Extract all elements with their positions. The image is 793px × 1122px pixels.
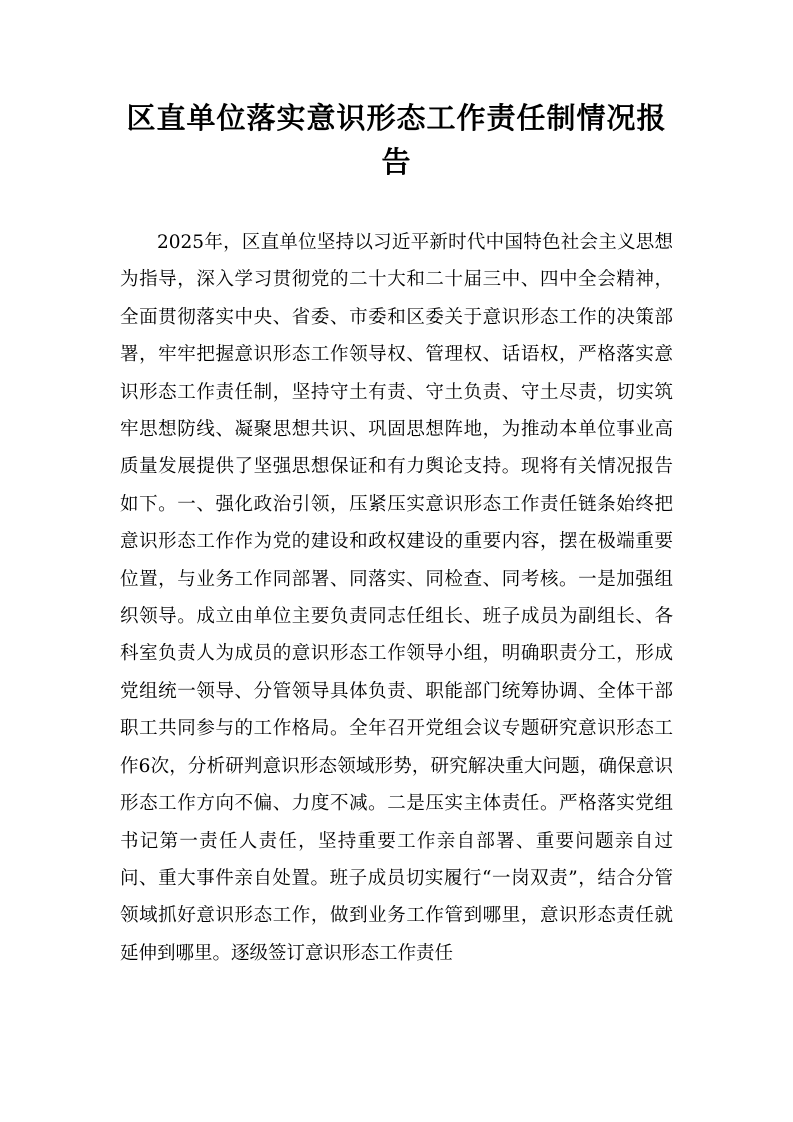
document-body-paragraph: 2025年，区直单位坚持以习近平新时代中国特色社会主义思想为指导，深入学习贯彻党的二十大和二十届三中、四中全会精神，全面贯彻落实中央、省委、市委和区委关于意识形态工作的决策部署，牢牢把握意识形态工作领导权、管理权、话语权，严格落实意识形态工作责任制，坚持守土有责、守土负责、守土尽责，切实筑牢思想防线、凝聚思想共识、巩固思想阵地，为推动本单位事业高质量发展提供了坚强思想保证和有力舆论支持。现将有关情况报告如下。一、强化政治引领，压紧压实意识形态工作责任链条始终把意识形态工作作为党的建设和政权建设的重要内容，摆在极端重要位置，与业务工作同部署、同落实、同检查、同考核。一是加强组织领导。成立由单位主要负责同志任组长、班子成员为副组长、各科室负责人为成员的意识形态工作领导小组，明确职责分工，形成党组统一领导、分管领导具体负责、职能部门统筹协调、全体干部职工共同参与的工作格局。全年召开党组会议专题研究意识形态工作6次，分析研判意识形态领域形势，研究解决重大问题，确保意识形态工作方向不偏、力度不减。二是压实主体责任。严格落实党组书记第一责任人责任，坚持重要工作亲自部署、重要问题亲自过问、重大事件亲自处置。班子成员切实履行“一岗双责”，结合分管领域抓好意识形态工作，做到业务工作管到哪里，意识形态责任就延伸到哪里。逐级签订意识形态工作责任 (120, 232, 673, 964)
document-title: 区直单位落实意识形态工作责任制情况报告 (126, 101, 667, 179)
